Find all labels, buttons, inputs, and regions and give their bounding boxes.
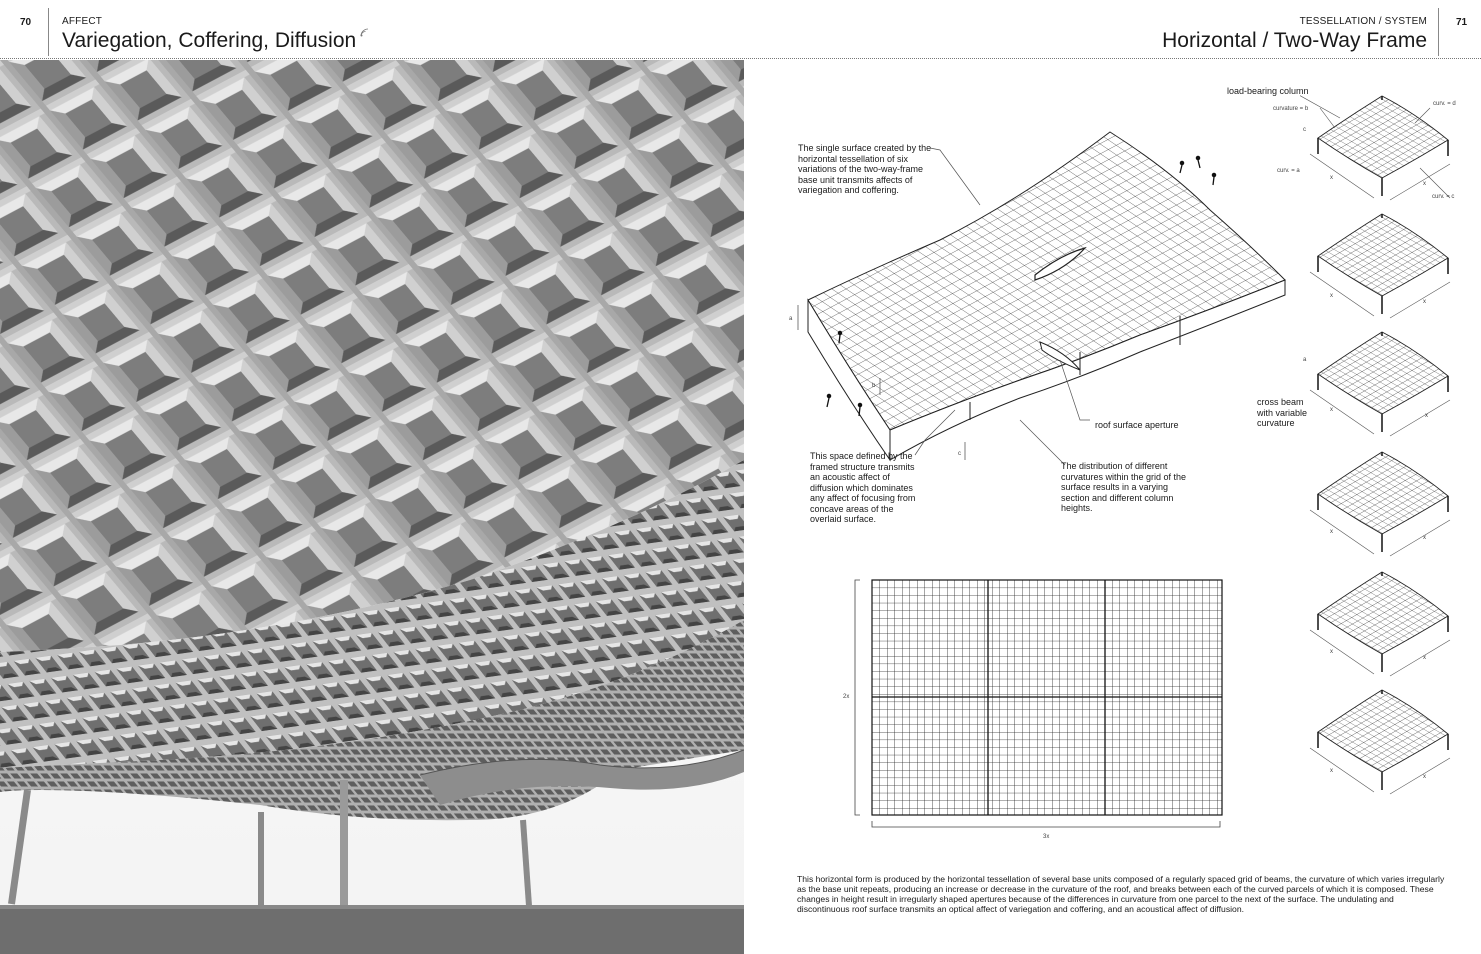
dim-label-curv-c: curv. = c	[1432, 194, 1455, 200]
left-page-title: Variegation, Coffering, Diffusion	[62, 29, 357, 52]
dim-label-c-unit: c	[1303, 127, 1306, 133]
dim-label-curv-d: curv. = d	[1433, 101, 1456, 107]
dim-x-2b: x	[1423, 299, 1426, 305]
dim-label-a-unit: a	[1303, 357, 1307, 363]
dim-x-6a: x	[1330, 768, 1333, 774]
annotation-space-defined: This space defined by the framed structure transmits an acoustic affect of diffusion which dominates any affect of focusing from concave areas of the overlaid surface.	[810, 451, 916, 524]
dim-label-a: a	[789, 316, 793, 322]
dim-label-curvature-b: curvature = b	[1273, 106, 1309, 112]
dim-x-3b: x	[1425, 413, 1428, 419]
right-header-divider	[1438, 8, 1439, 56]
dim-label-b: b	[872, 383, 876, 389]
dim-x-6b: x	[1423, 774, 1426, 780]
plan-grid-drawing	[850, 575, 1230, 837]
plan-dim-2x: 2x	[843, 694, 850, 700]
annotation-single-surface: The single surface created by the horizontal tessellation of six variations of the two-way-frame base unit transmits affects of variegation and coffering.	[798, 143, 932, 195]
body-paragraph: This horizontal form is produced by the horizontal tessellation of several base units composed of a regularly spaced grid of beams, the curvature of which varies irregularly as the base unit repeats, producing an increase or decrease in the curvature of the roof, and breaks between each of the curved parcels of which it is composed. These changes in height result in irregularly shaped apertures because of the differences in curvature from one parcel to the next of the surface. The undulating and discontinuous roof surface transmits an optical affect of variegation and coffering, and an acoustical affect of diffusion.	[797, 874, 1445, 914]
left-page-kicker: AFFECT	[62, 16, 103, 27]
coffered-ceiling-rendering	[0, 60, 744, 954]
dim-label-c: c	[958, 451, 961, 457]
dim-x-1a: x	[1330, 175, 1333, 181]
right-page-title: Horizontal / Two-Way Frame	[1162, 29, 1427, 52]
dim-x-5a: x	[1330, 649, 1333, 655]
annotation-cross-beam: cross beam with variable curvature	[1257, 397, 1308, 428]
right-page-number: 71	[1456, 17, 1468, 28]
header-dotted-rule	[0, 58, 1481, 59]
dim-x-2a: x	[1330, 293, 1333, 299]
right-page-kicker: TESSELLATION / SYSTEM	[1299, 16, 1427, 27]
wave-icon	[360, 27, 370, 37]
left-page-number: 70	[20, 17, 32, 28]
annotation-load-bearing-column: load-bearing column	[1227, 86, 1309, 96]
dim-x-3a: x	[1330, 407, 1333, 413]
dim-x-4b: x	[1423, 535, 1426, 541]
dim-x-5b: x	[1423, 655, 1426, 661]
left-header-divider	[48, 8, 49, 56]
dim-label-curv-a: curv. = a	[1277, 168, 1300, 174]
annotation-distribution: The distribution of different curvatures within the grid of the surface results in a varying section and different column heights.	[1061, 461, 1187, 513]
dim-x-1b: x	[1423, 181, 1426, 187]
annotation-roof-aperture: roof surface aperture	[1095, 420, 1179, 430]
dim-x-4a: x	[1330, 529, 1333, 535]
plan-dim-3x: 3x	[1043, 834, 1050, 840]
